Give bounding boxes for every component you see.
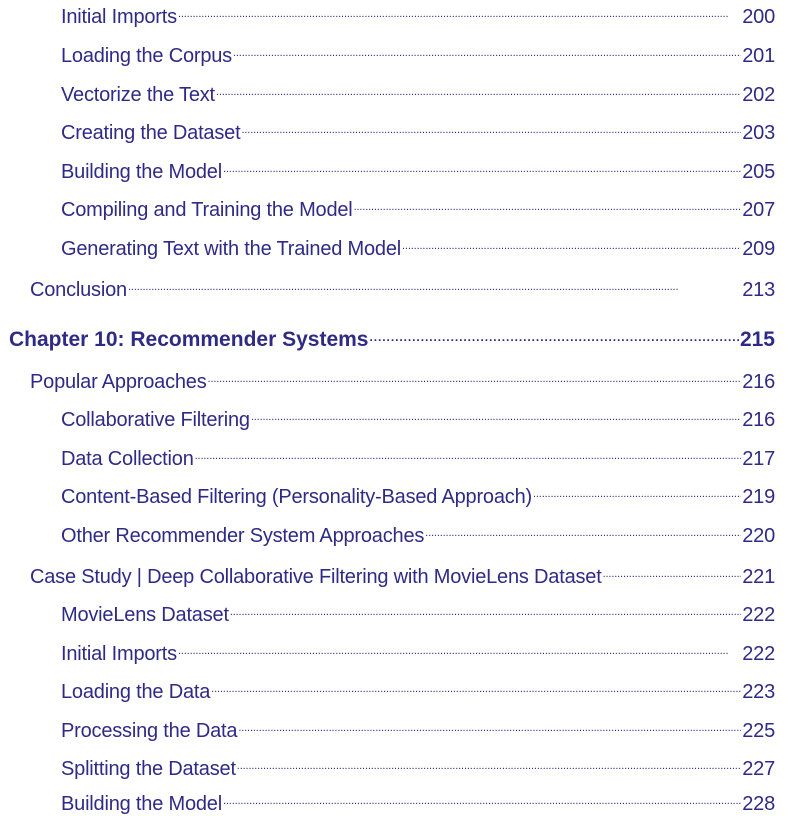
toc-entry-title: Other Recommender System Approaches [61,525,425,547]
toc-entry[interactable] [61,44,775,68]
toc-entry-title: Building the Model [61,161,222,183]
toc-entry-page: 205 [742,161,775,183]
toc-entry[interactable] [61,160,775,184]
dot-leader [223,796,741,816]
toc-entry-title: Splitting the Dataset [61,758,236,780]
toc-entry-page: 222 [742,604,775,626]
toc-entry[interactable] [61,121,775,145]
toc-entry-page: 209 [742,238,775,260]
toc-entry[interactable] [61,198,775,222]
toc-entry[interactable] [61,792,775,816]
toc-entry[interactable] [61,524,775,548]
toc-entry[interactable] [61,447,775,471]
dot-leader [178,646,741,666]
toc-entry-title: Generating Text with the Trained Model [61,238,402,260]
toc-entry-page: 216 [742,409,775,431]
toc-entry-page: 202 [742,84,775,106]
dot-leader [402,241,741,261]
toc-entry-title: Collaborative Filtering [61,409,250,431]
toc-entry-title: Initial Imports [61,6,177,28]
chapter-page: 215 [739,328,775,351]
chapter-heading[interactable] [9,328,775,352]
toc-entry-title: Loading the Corpus [61,45,232,67]
toc-entry-title: Compiling and Training the Model [61,199,353,221]
toc-entry-title: Data Collection [61,448,194,470]
dot-leader [354,202,742,222]
toc-entry-title: Vectorize the Text [61,84,215,106]
toc-entry-page: 203 [742,122,775,144]
dot-leader [208,374,742,394]
toc-entry-title: Initial Imports [61,643,177,665]
toc-entry-page: 227 [742,758,775,780]
toc-entry-page: 200 [742,6,775,28]
dot-leader [425,528,741,548]
dot-leader [237,761,741,781]
toc-entry[interactable] [61,603,775,627]
toc-entry[interactable] [61,719,775,743]
dot-leader [178,9,741,29]
toc-entry-page: 222 [742,643,775,665]
dot-leader [251,412,741,432]
dot-leader [233,48,741,68]
dot-leader [195,451,742,471]
toc-entry[interactable] [61,757,775,781]
toc-entry-title: Building the Model [61,793,222,815]
toc-entry-title: Creating the Dataset [61,122,241,144]
toc-entry-title: Conclusion [30,279,127,301]
toc-entry-page: 213 [742,279,775,301]
toc-entry[interactable] [61,485,775,509]
dot-leader [216,87,741,107]
toc-entry-title: MovieLens Dataset [61,604,229,626]
dot-leader [603,569,742,589]
toc-entry[interactable] [30,278,775,302]
toc-entry-page: 217 [742,448,775,470]
dot-leader [211,684,741,704]
toc-entry[interactable] [61,5,775,29]
toc-entry-title: Processing the Data [61,720,238,742]
toc-entry[interactable] [61,83,775,107]
dot-leader [238,723,741,743]
toc-entry-title: Popular Approaches [30,371,207,393]
toc-entry[interactable] [61,237,775,261]
toc-entry[interactable] [61,680,775,704]
toc-entry-page: 225 [742,720,775,742]
toc-entry-title: Case Study | Deep Collaborative Filtering with MovieLens Dataset [30,566,602,588]
dot-leader [223,164,741,184]
toc-entry[interactable] [30,370,775,394]
dot-leader [128,282,741,302]
dot-leader [369,332,738,352]
dot-leader [533,489,741,509]
toc-entry-page: 221 [742,566,775,588]
toc-entry-title: Loading the Data [61,681,211,703]
toc-entry-page: 223 [742,681,775,703]
toc-entry-page: 228 [742,793,775,815]
toc-entry-page: 216 [742,371,775,393]
toc-entry-page: 219 [742,486,775,508]
toc-entry-page: 201 [742,45,775,67]
toc-entry-page: 207 [742,199,775,221]
toc-entry-title: Content-Based Filtering (Personality-Based Approach) [61,486,532,508]
toc-entry[interactable] [61,642,775,666]
toc-entry[interactable] [30,565,775,589]
toc-entry-page: 220 [742,525,775,547]
toc-entry[interactable] [61,408,775,432]
dot-leader [230,607,741,627]
dot-leader [241,125,741,145]
chapter-title: Chapter 10: Recommender Systems [9,328,369,351]
